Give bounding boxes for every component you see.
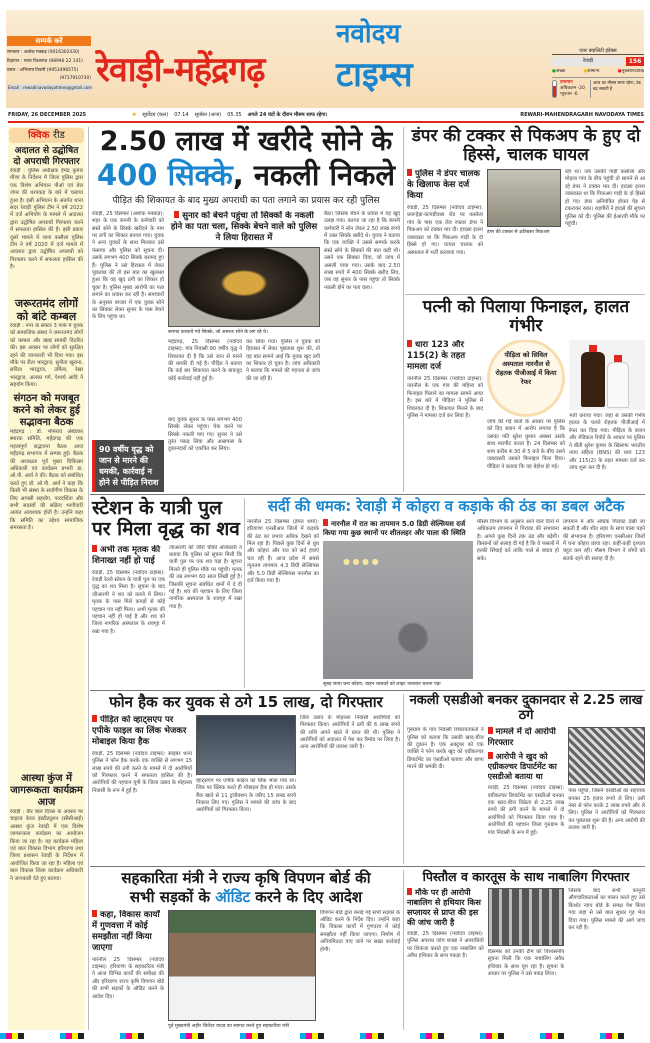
station-story[interactable]: स्टेशन के यात्री पुल पर मिला वृद्ध का शव अभी तक मृतक की शिनाख्त नहीं हो पाई रेवाड़ी, 25 दिसम्बर (नवोदय टाइम्स): रेवाड़ी रेलवे स्टेशन के यात्री पुल पर एक वृद्ध का शव मिला है। सूचना के बाद जीआरपी ने शव को कब्जे में लिया। मृतक के पास मिले कपड़ों से कोई पहचान पत्र नहीं मिला। अभी मृतक की पहचान नहीं हो पाई है और शव को जिला नागरिक अस्पताल के शवगृह में रखा गया है। जीआरपी की जीरो चौकी अधिकारी ने बताया कि पुलिस को सूचना मिली कि यात्री पुल पर एक शव पड़ा है। सूचना मिलते ही पुलिस मौके पर पहुंची। मृतक की उम्र लगभग 60 साल लिखी हुई है। जिसकी सूचना संबंधित थानों में दे दी गई है। शव की पहचान के लिए जिला नागरिक अस्पताल के शवगृह में रखा गया है।	[92, 497, 242, 635]
weather-note: आज का मौसम साफ रहेगा, ठंड बढ़ सकती है	[590, 80, 644, 98]
aqi-city: रेवाड़ी	[552, 57, 624, 66]
aqi-legend-moderate: ●सामान्य	[583, 69, 600, 74]
aqi-title: एयर क्वालिटी इंडेक्स	[552, 48, 644, 55]
pickup-photo	[487, 169, 561, 227]
title-blue-bottom: टाइम्स	[336, 55, 413, 95]
jail-photo	[488, 888, 565, 946]
coins-photo	[168, 247, 320, 327]
minister-story[interactable]: सहकारिता मंत्री ने राज्य कृषि विपणन बोर्ड की सभी सड़कों के ऑडिट करने के दिए आदेश कहा, विकास कार्यों में गुणवत्ता में कोई समझौता नहीं किया जाएगा नारनौल 25 दिसम्बर (नवोदय टाइम्स): हरियाणा के सहकारिता मंत्री ने आज विभिन्न कार्यों की समीक्षा की और हरियाणा राज्य कृषि विपणन बोर्ड की सभी सड़कों के ऑडिट करने के आदेश दिए। पूर्व मुख्यमंत्री अहीर जितेंदर यादव का स्वागत करते हुए सहकारिता मंत्री विपणन बोर्ड द्वारा बनाई गई सभी सड़कों के ऑडिट करने के निर्देश दिए। उन्होंने कहा कि विकास कार्यों में गुणवत्ता में कोई समझौता नहीं किया जाएगा। निर्माण में अनियमितता पाए जाने पर सख्त कार्रवाई होगी।	[92, 869, 400, 1029]
phenyl-story[interactable]: पत्नी को पिलाया फिनाइल, हालत गंभीर धारा 123 और 115(2) के तहत मामला दर्ज नारनौल 25 दिसम्बर (नवोदय टाइम्स): नारनौल के एक गांव की महिला को फिनाइल पिलाने का मामला सामने आया है। इस बारे में पीड़िता ने पुलिस में शिकायत दी है। शिकायत मिलने के बाद पुलिस ने मामला दर्ज कर लिया है। पीड़िता को सिविल अस्पताल नारनौल से रोहतक पीजीआई में किया रेफर जांच की गई बातों के आधार पर पुलिस को दिए बयान में आरोप लगाया है कि उसका पति सुरेश कुमार अक्सर उसके साथ मारपीट करता है। 24 दिसम्बर को शाम करीब 4:30 से 5 बजे के बीच उसने जबरदस्ती उसको फिनाइल पिला दिया। पीड़िता ने बताया कि वह बेहोश हो गई। भर्ती कराया गया। जहां से उसकी गंभीर हालत के चलते रोहतक पीजीआई में रेफर कर दिया गया। पीड़िता के बयान और मेडिकल रिपोर्ट के आधार पर पुलिस ने बीती सुरेश कुमार के खिलाफ भारतीय न्याय संहिता (BNS) की धारा 123 और 115(2) के तहत मामला दर्ज कर जांच शुरू कर दी है।	[407, 297, 645, 471]
bottles-photo	[569, 340, 645, 410]
cold-story[interactable]: सर्दी की धमक: रेवाड़ी में कोहरा व कड़ाके की ठंड का डबल अटैक नारनौल 25 दिसम्बर (हेमंत शर्मा): हरियाणा एनसीआर जिलों में कड़ाके की ठंड का प्रभाव अधिक देखने को मिल रहा है। पिछले कुछ दिनों से धुंध और कोहरा और रात को सर्द हवाएं चल रही हैं। आज प्रदेश में सबसे न्यूनतम तापमान 4.3 डिग्री सेल्सियस और 5.0 डिग्री सेल्सियस नारनौल का दर्ज किया गया है। नारनौल में रात का तापमान 5.0 डिग्री सेल्सियस दर्ज किया गया कुछ स्थानों पर शीतलहर और पाला की स्थिति ● ● ● ● सुबह छाया घना कोहरा, वाहन चालकों को लाइट जलाकर चलना पड़ा मौसम विभाग के अनुसार आने वाले दिनों में अधिकतम तापमान में गिरावट की संभावना है। अगले कुछ दिनों तक ठंड और बढ़ेगी। किसानों को सलाह दी गई है कि वे फसलों में हल्की सिंचाई करें ताकि पाले से बचाव हो सके। तापमान में और अधिक गिरावट देखी जा सकती है और शीत लहर के साथ पाला पड़ने की संभावना है। हरियाणा एनसीआर जिलों में घना कोहरा छाया रहा। कहीं-कहीं दृश्यता बहुत कम रही। मौसम विभाग ने लोगों को सतर्क रहने की सलाह दी है।	[247, 497, 645, 687]
temp-max: अधिकतम -20	[560, 86, 585, 91]
contact-line: विज्ञापन : सत्या विश्वनाथ (98996 22 141)	[7, 59, 83, 64]
lead-kicker: सुनार को बेचने पहुंचा तो सिक्कों के नकली होने का पता चला, सिक्के बेचने वाले को पुलिस ने लिया हिरासत में	[168, 211, 320, 244]
temp-min: न्यूनतम -6	[560, 92, 578, 97]
contact-box	[7, 36, 91, 98]
temp-label: तापमान	[560, 80, 573, 85]
sunset-time: 05.35	[227, 112, 242, 118]
aqi-value: 156	[626, 57, 644, 66]
email: Email : rewadinavodayatimes@gmail.com	[8, 85, 93, 90]
cold-headline: सर्दी की धमक: रेवाड़ी में कोहरा व कड़ाके की ठंड का डबल अटैक	[267, 497, 625, 515]
title-blue-top: नवोदय	[336, 19, 401, 49]
contact-title: सम्पर्क करें	[7, 36, 91, 46]
lead-subhead: पीड़ित की शिकायत के बाद मुख्य अपराधी का पता लगाने का प्रयास कर रही पुलिस	[112, 195, 380, 206]
color-registration-bar	[0, 1033, 650, 1039]
dumper-story[interactable]: डंपर की टक्कर से पिकअप के हुए दो हिस्से, चालक घायल पुलिस ने डंपर चालक के खिलाफ केस दर्ज किया रेवाड़ी, 25 दिसम्बर (नवोदय टाइम्स): धारूहेड़ा-कापड़ीवास रोड पर कसोला गांव के पास एक तेज रफ्तार डंपर ने पिकअप को टक्कर मार दी। हादसा इतना जबरदस्त था कि पिकअप गाड़ी के दो हिस्से हो गए। घायल चालक को अस्पताल में भर्ती करवाया गया। डंपर की टक्कर से क्षतिग्रस्त पिकअप रहा था। जब उसकी गाड़ी कसोला और मोहला गांव के बीच पहुंची तो सामने से आ रहे डंपर ने टक्कर मार दी। हादसा इतना जबरदस्त था कि पिकअप गाड़ी के दो हिस्से हो गए। डंपर अनियंत्रित होकर पेड़ से टकराकर रुका। राहगीरों ने हादसे की सूचना पुलिस को दी। पुलिस की ईआरवी मौके पर पहुंची।	[407, 126, 645, 256]
hacker-photo	[196, 715, 296, 775]
dumper-headline: डंपर की टक्कर से पिकअप के हुए दो हिस्से, चालक घायल	[411, 126, 641, 166]
fog-photo	[323, 541, 473, 679]
headlights-decoration: ● ● ● ●	[343, 556, 379, 566]
quick-read-item[interactable]: जरूरतमंद लोगों को बांटे कम्बल रेवाड़ी : नगर के सेक्टर 3 पार्क में युवक को सामाजिक संस्था ने जरूरतमंद लोगों को कम्बल और खाद्य सामग्री वितरित की। इस अवसर पर लोगों को सुरक्षित रहने की जानकारी भी दिया गया। इस मौके पर रीता भारद्वाज, सुनीता खुराना, सविता भारद्वाज, उर्मिला, रेखा भारद्वाज, अलका गर्ग, ऐश्वर्य आदि ने सहयोग किया।	[10, 297, 83, 389]
pistol-story[interactable]: पिस्तौल व कारतूस के साथ नाबालिग गिरफ्तार मौके पर ही आरोपी नाबालिग से हथियार किस सप्लायर से प्राप्त की इस की जांच जारी है रेवाड़ी, 25 दिसम्बर (नवोदय टाइम्स): पुलिस अपराध जांच शाखा ने अपराधियों पर शिकंजा कसते हुए एक नाबालिग को अवैध हथियार के साथ पकड़ा है। दिसम्बर को उनकी टीम को विश्वसनीय सूचना मिली कि एक नाबालिग अवैध हथियार के साथ घूम रहा है। सूचना के आधार पर पुलिस ने उसे पकड़ लिया। जिसके बाद सभी कानूनी औपचारिकताओं का पालन करते हुए उसे किशोर न्याय बोर्ड के समक्ष पेश किया गया जहां से उसे बाल सुधार गृह भेज दिया गया। पुलिस मामले की आगे जांच कर रही है।	[407, 869, 646, 978]
title-red: रेवाड़ी-महेंद्रगढ़	[96, 50, 265, 90]
sunrise-label: सूर्योदय (कल)	[142, 112, 169, 118]
contact-line: (9717910730)	[59, 76, 91, 81]
issue-date: FRIDAY, 26 DECEMBER 2025	[8, 112, 87, 118]
phenyl-headline: पत्नी को पिलाया फिनाइल, हालत गंभीर	[422, 297, 630, 337]
aqi-legend-good: ●अच्छा	[552, 69, 566, 74]
contact-line: प्रसार : अभिलाष तिवारी (9953496575)	[7, 68, 79, 73]
aqi-legend-harmful: ●नुकसानदायक	[617, 69, 644, 74]
pullquote: पीड़िता को सिविल अस्पताल नारनौल से रोहतक पीजीआई में किया रेफर	[490, 342, 562, 414]
meeting-photo	[168, 910, 316, 1021]
masthead	[6, 10, 644, 108]
date-strip	[8, 110, 644, 123]
lead-headline-2: 400 सिक्के, नकली निकले	[96, 158, 396, 193]
sunset-label: सूर्यास्त (आज)	[194, 112, 222, 118]
forecast: अगले 24 घंटों के दौरान मौसम साफ रहेगा।	[247, 112, 328, 118]
sdo-story[interactable]: नकली एसडीओ बनकर दुकानदार से 2.25 लाख ठगे गुरुग्राम के गांव निवासी शिकायतकर्ता ने पुलिस को बताया कि उसकी खाद-बीज की दुकान है। एक अक्टूबर को एक व्यक्ति ने फोन करके खुद को एग्रीकल्चर डिपार्टमेंट का एसडीओ बताया और छापा मारने की धमकी दी। मामले में दो आरोपी गिरफ्तार आरोपी ने खुद को एग्रीकल्चर डिपार्टमेंट का एसडीओ बताया था रेवाड़ी, 25 दिसम्बर (नवोदय टाइम्स): एग्रीकल्चर डिपार्टमेंट का एसडीओ बनकर एक खाद-बीज विक्रेता से 2.25 लाख रुपये की ठगी करने के मामले में दो आरोपियों को गिरफ्तार किया गया है। आरोपियों की पहचान जिला गुरुग्राम के गांव निवासी के रूप में हुई। पास पहुंचा, जिसने एसडीओ का सहायक बनकर 25 हजार रुपये ले लिए। उसी नंबर से फोन करके 2 लाख रुपये और ले लिए। पुलिस ने आरोपियों को गिरफ्तार कर पूछताछ शुरू की है। अन्य आरोपी की तलाश जारी है।	[407, 693, 646, 836]
sunrise-time: 07.14	[174, 112, 189, 118]
quick-read-item[interactable]: संगठन को मजबूत करने को लेकर हुई सद्भावना बैठक महेंद्रगढ़ : डॉ. भीमराव अंबेडकर स्मारक समिति, महेंद्रगढ़ की एक महत्वपूर्ण सद्भावना बैठक आज महेंद्रगढ़ सभागार में सम्पन्न हुई। बैठक की अध्यक्षता पूर्व मुख्य चिकित्सा अधिकारी एवं कार्यक्रम प्रभारी डा. ओ.पी. आर्य ने की। बैठक को संबोधित करते हुए डॉ. ओ.पी. आर्य ने कहा कि किसी भी संस्था के सर्वांगीण विकास के लिए आपसी सहयोग, पारदर्शिता और सभी सदस्यों की सक्रिय भागीदारी अत्यंत आवश्यक होती है। उन्होंने कहा कि समिति का उद्देश्य सामाजिक समरसता है।	[10, 393, 83, 532]
phone-story[interactable]: फोन हैक कर युवक से ठगे 15 लाख, दो गिरफ्तार पीड़ित को व्हाट्सएप पर एपीके फाइल का लिंक भेजकर मोबाइल किया हैक रेवाड़ी, 25 दिसम्बर (नवोदय टाइम्स): साइबर थाना पुलिस ने फोन हैक करके एक व्यक्ति से लगभग 15 लाख रुपये की ठगी करने के मामले में दो आरोपियों को गिरफ्तार करने में सफलता हासिल की है। आरोपियों की पहचान यूपी के जिला उन्नाव के मोहल्ला निवासी के रूप में हुई है। व्हाट्सएप पर एपीके फाइल का लिंक भेजा गया था। लिंक पर क्लिक करते ही मोबाइल हैक हो गया। उसके बैंक खाते से 11 ट्रांजैक्शन के जरिए 15 लाख रुपये निकाल लिए गए। पुलिस ने मामले की जांच के बाद आरोपियों को गिरफ्तार किया। जिले उन्नाव के मोहल्ला निवासी आरोपियों को गिरफ्तार किया। आरोपियों ने ठगी की 6 लाख रुपये की राशि अपने खाते में प्राप्त की थी। पुलिस ने आरोपियों को अदालत में पेश कर रिमांड पर लिया है। अन्य आरोपियों की तलाश जारी है।	[92, 693, 400, 814]
quick-read-item[interactable]: अदालत से उद्घोषित दो अपराधी गिरफ्तार रेवाड़ी : पुलिस अधीक्षक हेमेंद्र कुमार मीणा के निर्देशन में जिला पुलिस द्वारा एक विशेष अभियान पीओ एवं बेल जंपर की धरपकड़ के बारे में चलाया हुआ है। इसी अभियान के अंतर्गत थाना सदर रेवाड़ी पुलिस टीम ने वर्ष 2022 में दर्ज अभियोग के मामले में अदालत द्वारा उद्घोषित अपराधी गिरफ्तार करने में सफलता हासिल की है। इसी प्रकार दूसरे मामले में थाना कसौला पुलिस टीम ने वर्ष 2020 में दर्ज मामले में अदालत द्वारा उद्घोषित अपराधी को गिरफ्तार करने में सफलता हासिल की है।	[10, 146, 83, 271]
sdo-photo	[568, 727, 645, 785]
lead-story[interactable]: 2.50 लाख में खरीदे सोने के 400 सिक्के, नकली निकले पीड़ित की शिकायत के बाद मुख्य अपराधी का पता लगाने का प्रयास कर रही पुलिस रेवाड़ी, 25 दिसम्बर (अशोक मक्कड़): शहर के एक कंपनी के कर्मचारी को सस्ते सोने के सिक्के खरीदने के नाम पर ठगी का शिकार बनाया गया। युवक ने अन्य युवकों के साथ मिलकर उसे फंसाया और पुलिस को सूचना दी। उसके लगभग 400 सिक्के बरामद हुए हैं। पुलिस ने उसे हिरासत में लेकर पूछताछ की तो इस बात का खुलासा हुआ कि वह खुद ठगी का शिकार हो चुका है। पुलिस मुख्य आरोपी का पता लगाने का प्रयास कर रही है। समाचारों के अनुसार बाजार में एक युवक सोने का सिक्का लेकर सुनार के पास बेचने के लिए पहुंचा था। 90 वर्षीय वृद्ध को जान से मारने की धमकी, कार्रवाई न होने से पीड़ित निराश सुनार को बेचने पहुंचा तो सिक्कों के नकली होने का पता चला, सिक्के बेचने वाले को पुलिस ने लिया हिरासत में बरामद करवाये गये सिक्के, जो अमरतः सोने के लग रहे थे। महेंद्रगढ़, 25 दिसम्बर (नवोदय टाइम्स): गांव निवासी 90 वर्षीय वृद्ध ने शिकायत दी है कि उसे जान से मारने की धमकी दी गई है। पीड़ित ने बताया कि कई बार शिकायत करने के बावजूद कोई कार्रवाई नहीं हुई है। बाद युवक सुनार के पास लगभग 400 सिक्के लेकर पहुंचा। चेक करने पर सिक्के नकली पाए गए। सुनार ने उसे तुरंत पकड़ लिया और आसपास के दुकानदारों को एकत्रित कर लिया। कर लिया गया। पुलिस ने युवक को हिरासत में लेकर पूछताछ शुरू की, तो यह बात सामने आई कि युवक खुद ठगी का शिकार हो चुका है। जांच अधिकारी ने बताया कि मामले की गहनता से जांच की जा रही है। बैठा। जिसके बेचने के प्रयास में वह खुद उलझ गया। बताया जा रहा है कि कंपनी कर्मचारी ने लोन लेकर 2.50 लाख रुपये में उक्त सिक्के खरीदे थे। युवक ने बताया कि एक व्यक्ति ने उससे सम्पर्क करके सस्ते सोने के सिक्कों की बात कही थी। उसने एक सिक्का दिया, जो जांच में असली पाया गया। उसके बाद 2.50 लाख रुपये में 400 सिक्के खरीद लिए, जब वह सुनार के पास पहुंचा तो सिक्के नकली होने का पता चला।	[92, 127, 400, 492]
lead-headline-1: 2.50 लाख में खरीदे सोने के	[99, 126, 393, 157]
quick-read-header: क्विक रीड	[9, 128, 84, 143]
paper-name: REWARI-MAHENDRAGARH NAVODAYA TIMES	[520, 112, 644, 118]
sun-icon: ✹	[132, 112, 137, 118]
thermometer-icon	[552, 80, 557, 98]
quick-read-item[interactable]: आस्था कुंज में जागरूकता कार्यक्रम आज रेवाड़ी : वीर बाल दिवस के अवसर पर चाइल्ड केयर इंस्टीट्यूशन (सीसीआई) आस्था कुंज रेवाड़ी में एक विशेष जागरूकता कार्यक्रम का आयोजन किया जा रहा है। यह कार्यक्रम महिला एवं बाल विकास विभाग हरियाणा तथा जिला प्रशासन रेवाड़ी के निर्देशन में आयोजित किया जा रहा है। महिला एवं बाल विकास जिला कार्यक्रम अधिकारी ने जानकारी देते हुए बताया।	[10, 773, 83, 882]
contact-line: समाचार : अशोक मक्कड़ (9416302430)	[7, 50, 80, 55]
aqi-widget	[552, 48, 644, 98]
callout-box: 90 वर्षीय वृद्ध को जान से मारने की धमकी, कार्रवाई न होने से पीड़ित निराश	[92, 440, 164, 492]
coins-photo-caption: बरामद करवाये गये सिक्के, जो अमरतः सोने के लग रहे थे।	[168, 329, 268, 335]
quick-read-column	[8, 127, 85, 1030]
